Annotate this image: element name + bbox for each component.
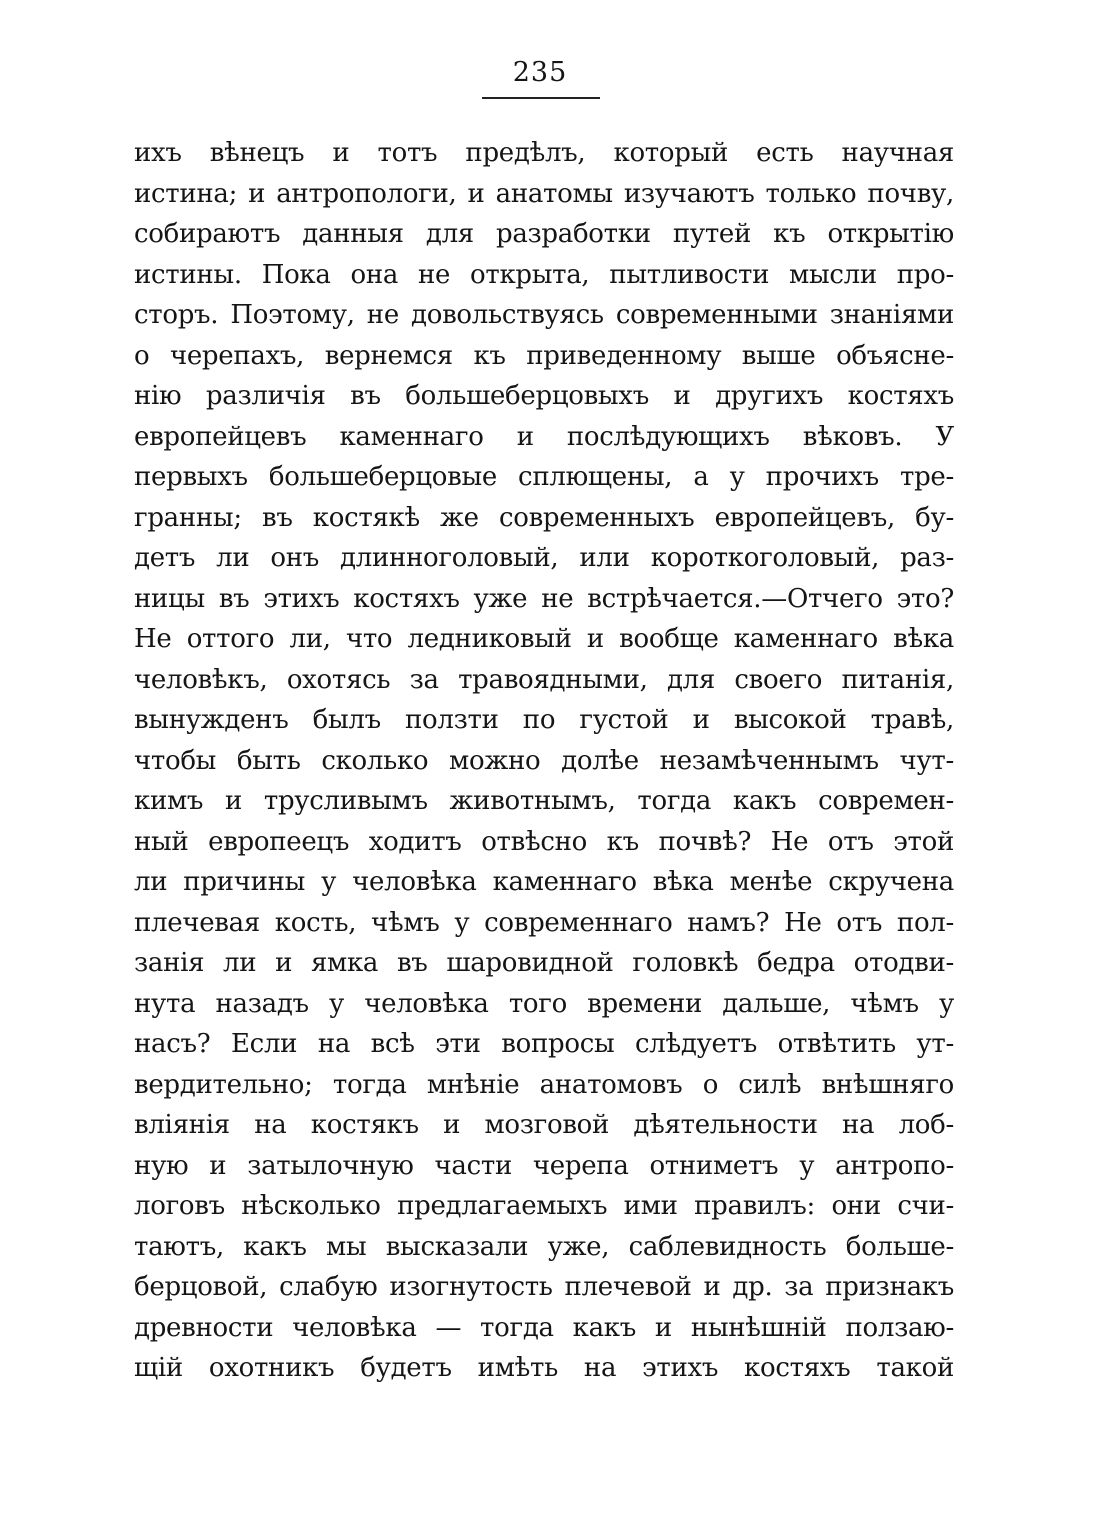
text-line: истины. Пока она не открыта, пытливости мысли про- (134, 259, 954, 290)
text-line: гранны; въ костякѣ же современныхъ европейцевъ, бу- (134, 502, 954, 533)
body-text (134, 133, 954, 1389)
text-line: ли причины у человѣка каменнаго вѣка менѣе скручена (134, 867, 954, 897)
text-line: вліянія на костякъ и мозговой дѣятельности на лоб- (134, 1110, 954, 1140)
header-rule (482, 97, 600, 99)
text-line: Не оттого ли, что ледниковый и вообще каменнаго вѣка (134, 624, 954, 654)
text-line: человѣкъ, охотясь за травоядными, для своего питанія, (134, 664, 954, 695)
text-line: кимъ и трусливымъ животнымъ, тогда какъ современ- (134, 786, 954, 816)
text-line: первыхъ большеберцовые сплющены, а у прочихъ тре- (134, 462, 954, 492)
text-line: собираютъ данныя для разработки путей къ открытію (134, 219, 954, 249)
text-line: о черепахъ, вернемся къ приведенному выше объясне- (134, 340, 954, 371)
text-line: ную и затылочную части черепа отниметъ у антропо- (134, 1150, 954, 1181)
text-line: европейцевъ каменнаго и послѣдующихъ вѣковъ. У (134, 421, 954, 452)
text-line: логовъ нѣсколько предлагаемыхъ ими правилъ: они счи- (134, 1191, 954, 1221)
text-line: вердительно; тогда мнѣніе анатомовъ о силѣ внѣшняго (134, 1069, 954, 1100)
text-line: ихъ вѣнецъ и тотъ предѣлъ, который есть научная (134, 138, 954, 168)
text-line: чтобы быть сколько можно долѣе незамѣченнымъ чут- (134, 745, 954, 776)
text-line: сторъ. Поэтому, не довольствуясь современными знаніями (134, 300, 954, 330)
text-line: истина; и антропологи, и анатомы изучаютъ только почву, (134, 178, 954, 209)
text-line: ный европеецъ ходитъ отвѣсно къ почвѣ? Не отъ этой (134, 826, 954, 857)
page-number: 235 (512, 57, 568, 88)
text-line: детъ ли онъ длинноголовый, или короткоголовый, раз- (134, 543, 954, 573)
text-line: нута назадъ у человѣка того времени дальше, чѣмъ у (134, 988, 954, 1019)
text-line: занія ли и ямка въ шаровидной головкѣ бедра отодви- (134, 948, 954, 978)
text-line: насъ? Если на всѣ эти вопросы слѣдуетъ отвѣтить ут- (134, 1029, 954, 1059)
text-line: берцовой, слабую изогнутость плечевой и др. за признакъ (134, 1272, 954, 1302)
text-line: нію различія въ большеберцовыхъ и другихъ костяхъ (134, 381, 954, 411)
text-line: таютъ, какъ мы высказали уже, саблевидность больше- (134, 1231, 954, 1262)
text-line: древности человѣка — тогда какъ и нынѣшній ползаю- (134, 1312, 954, 1343)
text-line: ницы въ этихъ костяхъ уже не встрѣчается.—Отчего это? (134, 583, 954, 614)
text-line: щій охотникъ будетъ имѣть на этихъ костяхъ такой (134, 1353, 954, 1383)
text-line: вынужденъ былъ ползти по густой и высокой травѣ, (134, 705, 954, 735)
text-line: плечевая кость, чѣмъ у современнаго намъ? Не отъ пол- (134, 907, 954, 938)
